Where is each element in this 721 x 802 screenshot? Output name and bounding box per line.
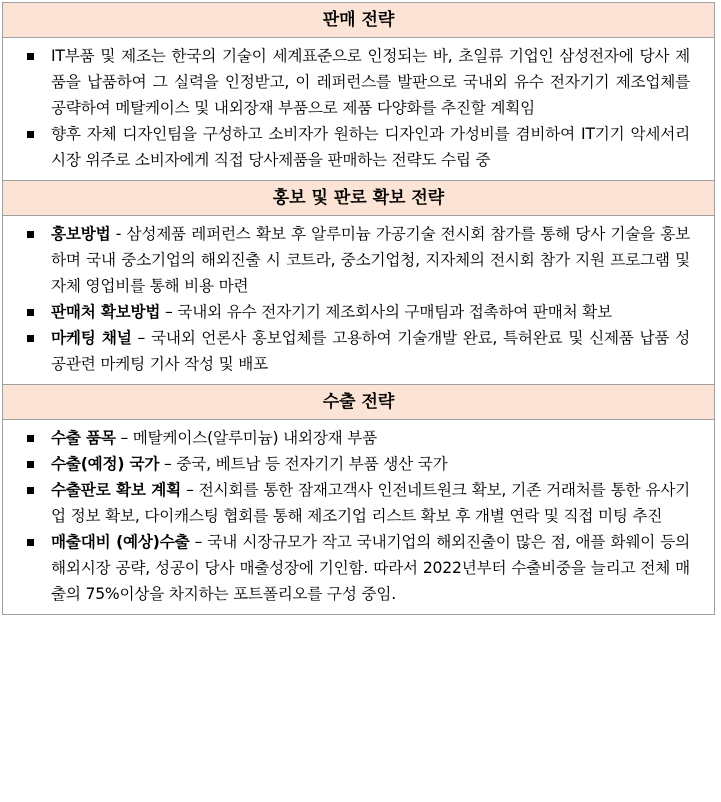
item-text: – 메탈케이스(알루미늄) 내외장재 부품 xyxy=(115,429,378,447)
item-label: 매출대비 (예상)수출 xyxy=(51,533,190,551)
section-title: 수출 전략 xyxy=(3,385,714,420)
square-bullet-icon xyxy=(27,539,34,546)
item-text: – 전시회를 통한 잠재고객사 인전네트원크 확보, 기존 거래처를 통한 유사기업 정보 확보, 다이캐스팅 협회를 통해 제조기업 리스트 확보 후 개별 연락 및 직접 미팅 추진 xyxy=(51,481,690,525)
item-text: – 국내외 유수 전자기기 제조회사의 구매팀과 접촉하여 판매처 확보 xyxy=(160,303,613,321)
list-item xyxy=(17,43,690,121)
section-title: 홍보 및 판로 확보 전략 xyxy=(3,181,714,216)
item-label: 수출(예정) 국가 xyxy=(51,455,160,473)
list-item xyxy=(17,221,690,299)
square-bullet-icon xyxy=(27,131,34,138)
section-body xyxy=(3,38,714,180)
list-item xyxy=(17,325,690,377)
item-text: – 국내 시장규모가 작고 국내기업의 해외진출이 많은 점, 애플 화웨이 등의 해외시장 공략, 성공이 당사 매출성장에 기인함. 따라서 2022년부터 수출비중을 늘리고 전체 매출의 75%이상을 차지하는 포트폴리오를 구성 중임. xyxy=(51,533,690,603)
strategy-table xyxy=(2,2,715,615)
list-item xyxy=(17,451,690,477)
list-item xyxy=(17,529,690,607)
square-bullet-icon xyxy=(27,309,34,316)
list-item xyxy=(17,121,690,173)
section-export xyxy=(2,385,715,615)
list-item xyxy=(17,299,690,325)
square-bullet-icon xyxy=(27,231,34,238)
square-bullet-icon xyxy=(27,53,34,60)
item-label: 판매처 확보방법 xyxy=(51,303,161,321)
item-text: 향후 자체 디자인팀을 구성하고 소비자가 원하는 디자인과 가성비를 겸비하여 IT기기 악세서리 시장 위주로 소비자에게 직접 당사제품을 판매하는 전략도 수립 중 xyxy=(51,125,690,169)
square-bullet-icon xyxy=(27,335,34,342)
section-promotion xyxy=(2,181,715,385)
square-bullet-icon xyxy=(27,435,34,442)
item-text: – 국내외 언론사 홍보업체를 고용하여 기술개발 완료, 특허완료 및 신제품 납품 성공관련 마케팅 기사 작성 및 배포 xyxy=(51,329,690,373)
square-bullet-icon xyxy=(27,461,34,468)
item-label: 홍보방법 xyxy=(51,225,111,243)
section-title: 판매 전략 xyxy=(3,3,714,38)
item-label: 마케팅 채널 xyxy=(51,329,132,347)
section-body xyxy=(3,216,714,384)
section-body xyxy=(3,420,714,614)
item-label: 수출 품목 xyxy=(51,429,116,447)
list-item xyxy=(17,425,690,451)
item-label: 수출판로 확보 계획 xyxy=(51,481,181,499)
item-text: IT부품 및 제조는 한국의 기술이 세계표준으로 인정되는 바, 초일류 기업인 삼성전자에 당사 제품을 납품하여 그 실력을 인정받고, 이 레퍼런스를 발판으로 국내외 유수 전자기기 제조업체를 공략하여 메탈케이스 및 내외장재 부품으로 제품 다양화를 추진할 계획임 xyxy=(51,47,690,117)
list-item xyxy=(17,477,690,529)
square-bullet-icon xyxy=(27,487,34,494)
item-text: - 삼성제품 레퍼런스 확보 후 알루미늄 가공기술 전시회 참가를 통해 당사 기술을 홍보하며 국내 중소기업의 해외진출 시 코트라, 중소기업청, 지자체의 전시회 참가 지원 프로그램 및 자체 영업비를 통해 비용 마련 xyxy=(51,225,690,295)
section-sales xyxy=(2,2,715,181)
item-text: – 중국, 베트남 등 전자기기 부품 생산 국가 xyxy=(159,455,448,473)
